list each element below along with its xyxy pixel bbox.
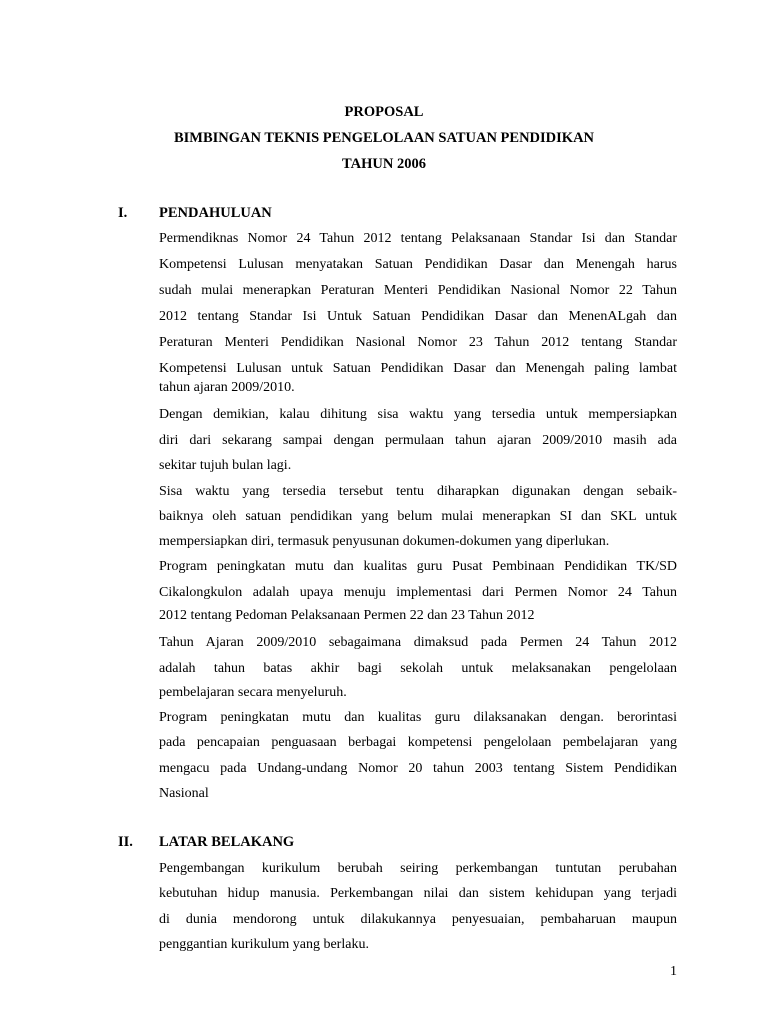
paragraph-line: mengacu pada Undang-undang Nomor 20 tahun 2003 tentang Sistem Pendidikan [159, 761, 677, 776]
doc-year: TAHUN 2006 [342, 156, 426, 172]
paragraph-line: Tahun Ajaran 2009/2010 sebagaimana dimaksud pada Permen 24 Tahun 2012 [159, 635, 677, 650]
paragraph-line: sudah mulai menerapkan Peraturan Menteri Pendidikan Nasional Nomor 22 Tahun [159, 283, 677, 298]
paragraph-line: mempersiapkan diri, termasuk penyusunan dokumen-dokumen yang diperlukan. [159, 534, 610, 549]
paragraph-line: Program peningkatan mutu dan kualitas guru dilaksanakan dengan. berorintasi [159, 710, 677, 725]
paragraph-line: Permendiknas Nomor 24 Tahun 2012 tentang Pelaksanaan Standar Isi dan Standar [159, 231, 677, 246]
paragraph-line: baiknya oleh satuan pendidikan yang belum mulai menerapkan SI dan SKL untuk [159, 509, 677, 524]
paragraph-line: pembelajaran secara menyeluruh. [159, 685, 347, 700]
paragraph-line: Cikalongkulon adalah upaya menuju implementasi dari Permen Nomor 24 Tahun [159, 585, 677, 600]
paragraph-line: tahun ajaran 2009/2010. [159, 380, 295, 395]
paragraph-line: pada pencapaian penguasaan berbagai kompetensi pengelolaan pembelajaran yang [159, 735, 677, 750]
paragraph-line: kebutuhan hidup manusia. Perkembangan nilai dan sistem kehidupan yang terjadi [159, 886, 677, 901]
doc-title: PROPOSAL [344, 104, 424, 120]
paragraph-line: Kompetensi Lulusan untuk Satuan Pendidikan Dasar dan Menengah paling lambat [159, 361, 677, 376]
page-number: 1 [670, 964, 677, 979]
paragraph-line: Nasional [159, 786, 209, 801]
paragraph-line: adalah tahun batas akhir bagi sekolah untuk melaksanakan pengelolaan [159, 661, 677, 676]
paragraph-line: Pengembangan kurikulum berubah seiring perkembangan tuntutan perubahan [159, 861, 677, 876]
paragraph-line: Kompetensi Lulusan menyatakan Satuan Pendidikan Dasar dan Menengah harus [159, 257, 677, 272]
paragraph-line: Peraturan Menteri Pendidikan Nasional Nomor 23 Tahun 2012 tentang Standar [159, 335, 677, 350]
paragraph-line: di dunia mendorong untuk dilakukannya penyesuaian, pembaharuan maupun [159, 912, 677, 927]
section-title: LATAR BELAKANG [159, 834, 295, 850]
paragraph-line: Program peningkatan mutu dan kualitas guru Pusat Pembinaan Pendidikan TK/SD [159, 559, 677, 574]
paragraph-line: diri dari sekarang sampai dengan permulaan tahun ajaran 2009/2010 masih ada [159, 433, 677, 448]
paragraph-line: 2012 tentang Standar Isi Untuk Satuan Pendidikan Dasar dan MenenALgah dan [159, 309, 677, 324]
paragraph-line: Sisa waktu yang tersedia tersebut tentu diharapkan digunakan dengan sebaik- [159, 484, 677, 499]
paragraph-line: 2012 tentang Pedoman Pelaksanaan Permen 22 dan 23 Tahun 2012 [159, 608, 535, 623]
doc-subtitle: BIMBINGAN TEKNIS PENGELOLAAN SATUAN PENDIDIKAN [173, 130, 595, 146]
paragraph-line: sekitar tujuh bulan lagi. [159, 458, 292, 473]
section-number: I. [118, 205, 128, 221]
section-number: II. [118, 834, 133, 850]
section-title: PENDAHULUAN [159, 205, 272, 221]
paragraph-line: penggantian kurikulum yang berlaku. [159, 937, 369, 952]
paragraph-line: Dengan demikian, kalau dihitung sisa waktu yang tersedia untuk mempersiapkan [159, 407, 677, 422]
